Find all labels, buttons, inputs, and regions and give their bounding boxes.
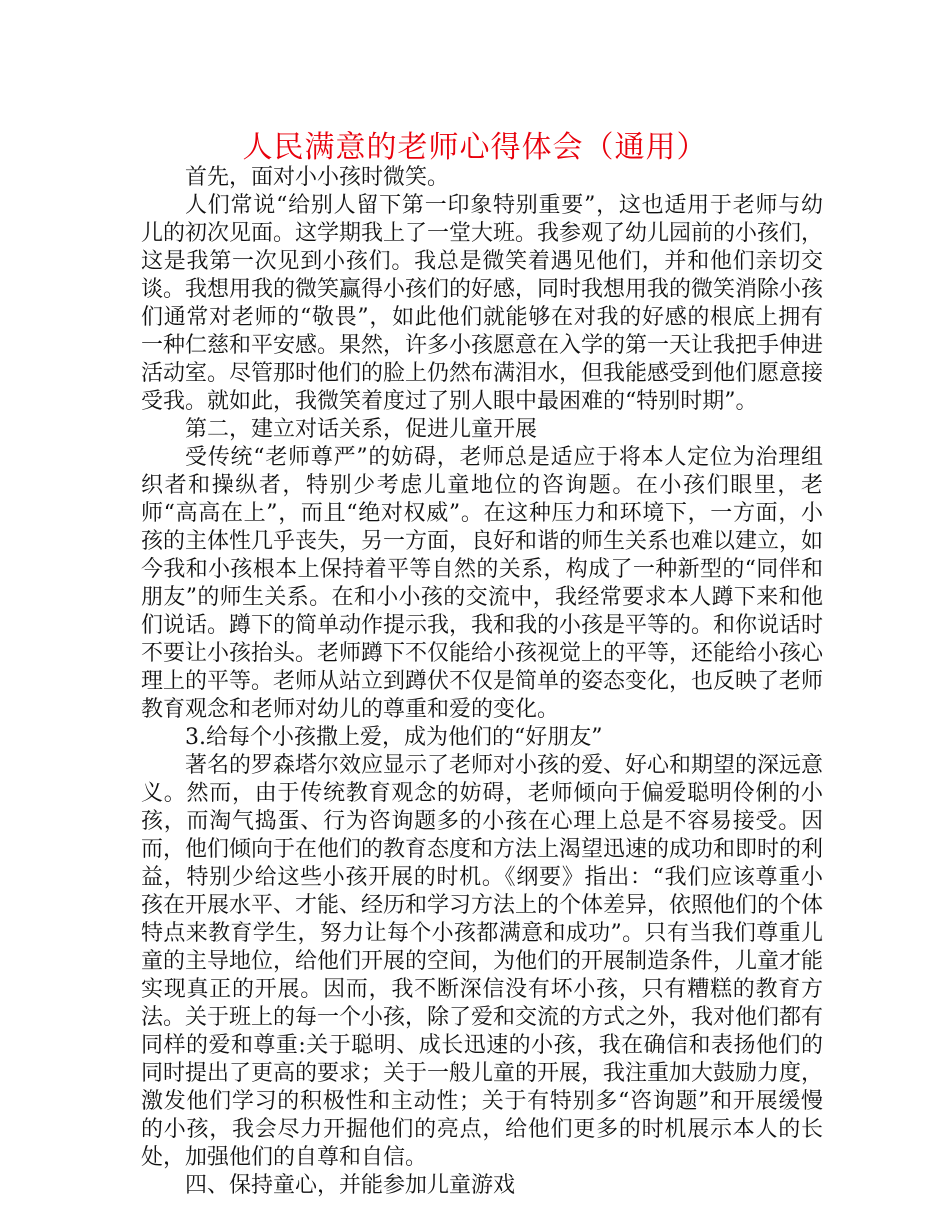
section-heading-4: 四、保持童心，并能参加儿童游戏 — [185, 1173, 516, 1198]
paragraph-2: 人们常说“给别人留下第一印象特别重要”，这也适用于老师与幼儿的初次见面。这学期我上了一堂大班。我参观了幼儿园前的小孩们，这是我第一次见到小孩们。我总是微笑着遇见他们，并和他们亲切交谈。我想用我的微笑赢得小孩们的好感，同时我想用我的微笑消除小孩们通常对老师的“敬畏”，如此他们就能够在对我的好感的根底上拥有一种仁慈和平安感。果然，许多小孩愿意在入学的第一天让我把手伸进活动室。尽管那时他们的脸上仍然布满泪水，但我能感受到他们愿意接受我。就如此，我微笑着度过了别人眼中最困难的“特别时期”。 — [141, 193, 824, 414]
document-title: 人民满意的老师心得体会（通用） — [242, 130, 708, 165]
paragraph-6: 著名的罗森塔尔效应显示了老师对小孩的爱、好心和期望的深远意义。然而，由于传统教育观念的妨碍，老师倾向于偏爱聪明伶俐的小孩，而淘气捣蛋、行为咨询题多的小孩在心理上总是不容易接受。因而，他们倾向于在他们的教育态度和方法上渴望迅速的成功和即时的利益，特别少给这些小孩开展的时机。《纲要》指出：“我们应该尊重小孩在开展水平、才能、经历和学习方法上的个体差异，依照他们的个体特点来教育学生，努力让每个小孩都满意和成功”。只有当我们尊重儿童的主导地位，给他们开展的空间，为他们的开展制造条件，儿童才能实现真正的开展。因而，我不断深信没有坏小孩，只有糟糕的教育方法。关于班上的每一个小孩，除了爱和交流的方式之外，我对他们都有同样的爱和尊重:关于聪明、成长迅速的小孩，我在确信和表扬他们的同时提出了更高的要求；关于一般儿童的开展，我注重加大鼓励力度，激发他们学习的积极性和主动性；关于有特别多“咨询题”和开展缓慢的小孩，我会尽力开掘他们的亮点，给他们更多的时机展示本人的长处，加强他们的自尊和自信。 — [141, 753, 824, 1170]
paragraph-4: 受传统“老师尊严”的妨碍，老师总是适应于将本人定位为治理组织者和操纵者，特别少考虑儿童地位的咨询题。在小孩们眼里，老师“高高在上”，而且“绝对权威”。在这种压力和环境下，一方面，小孩的主体性几乎丧失，另一方面，良好和谐的师生关系也难以建立，如今我和小孩根本上保持着平等自然的关系，构成了一种新型的“同伴和朋友”的师生关系。在和小小孩的交流中，我经常要求本人蹲下来和他们说话。蹲下的简单动作提示我，我和我的小孩是平等的。和你说话时不要让小孩抬头。老师蹲下不仅能给小孩视觉上的平等，还能给小孩心理上的平等。老师从站立到蹲伏不仅是简单的姿态变化，也反映了老师教育观念和老师对幼儿的尊重和爱的变化。 — [141, 445, 824, 722]
paragraph-1: 首先，面对小小孩时微笑。 — [185, 165, 450, 190]
section-heading-2: 第二，建立对话关系，促进儿童开展 — [185, 417, 538, 442]
section-heading-3: 3.给每个小孩撒上爱，成为他们的“好朋友” — [185, 725, 603, 750]
document-body — [141, 164, 823, 1200]
